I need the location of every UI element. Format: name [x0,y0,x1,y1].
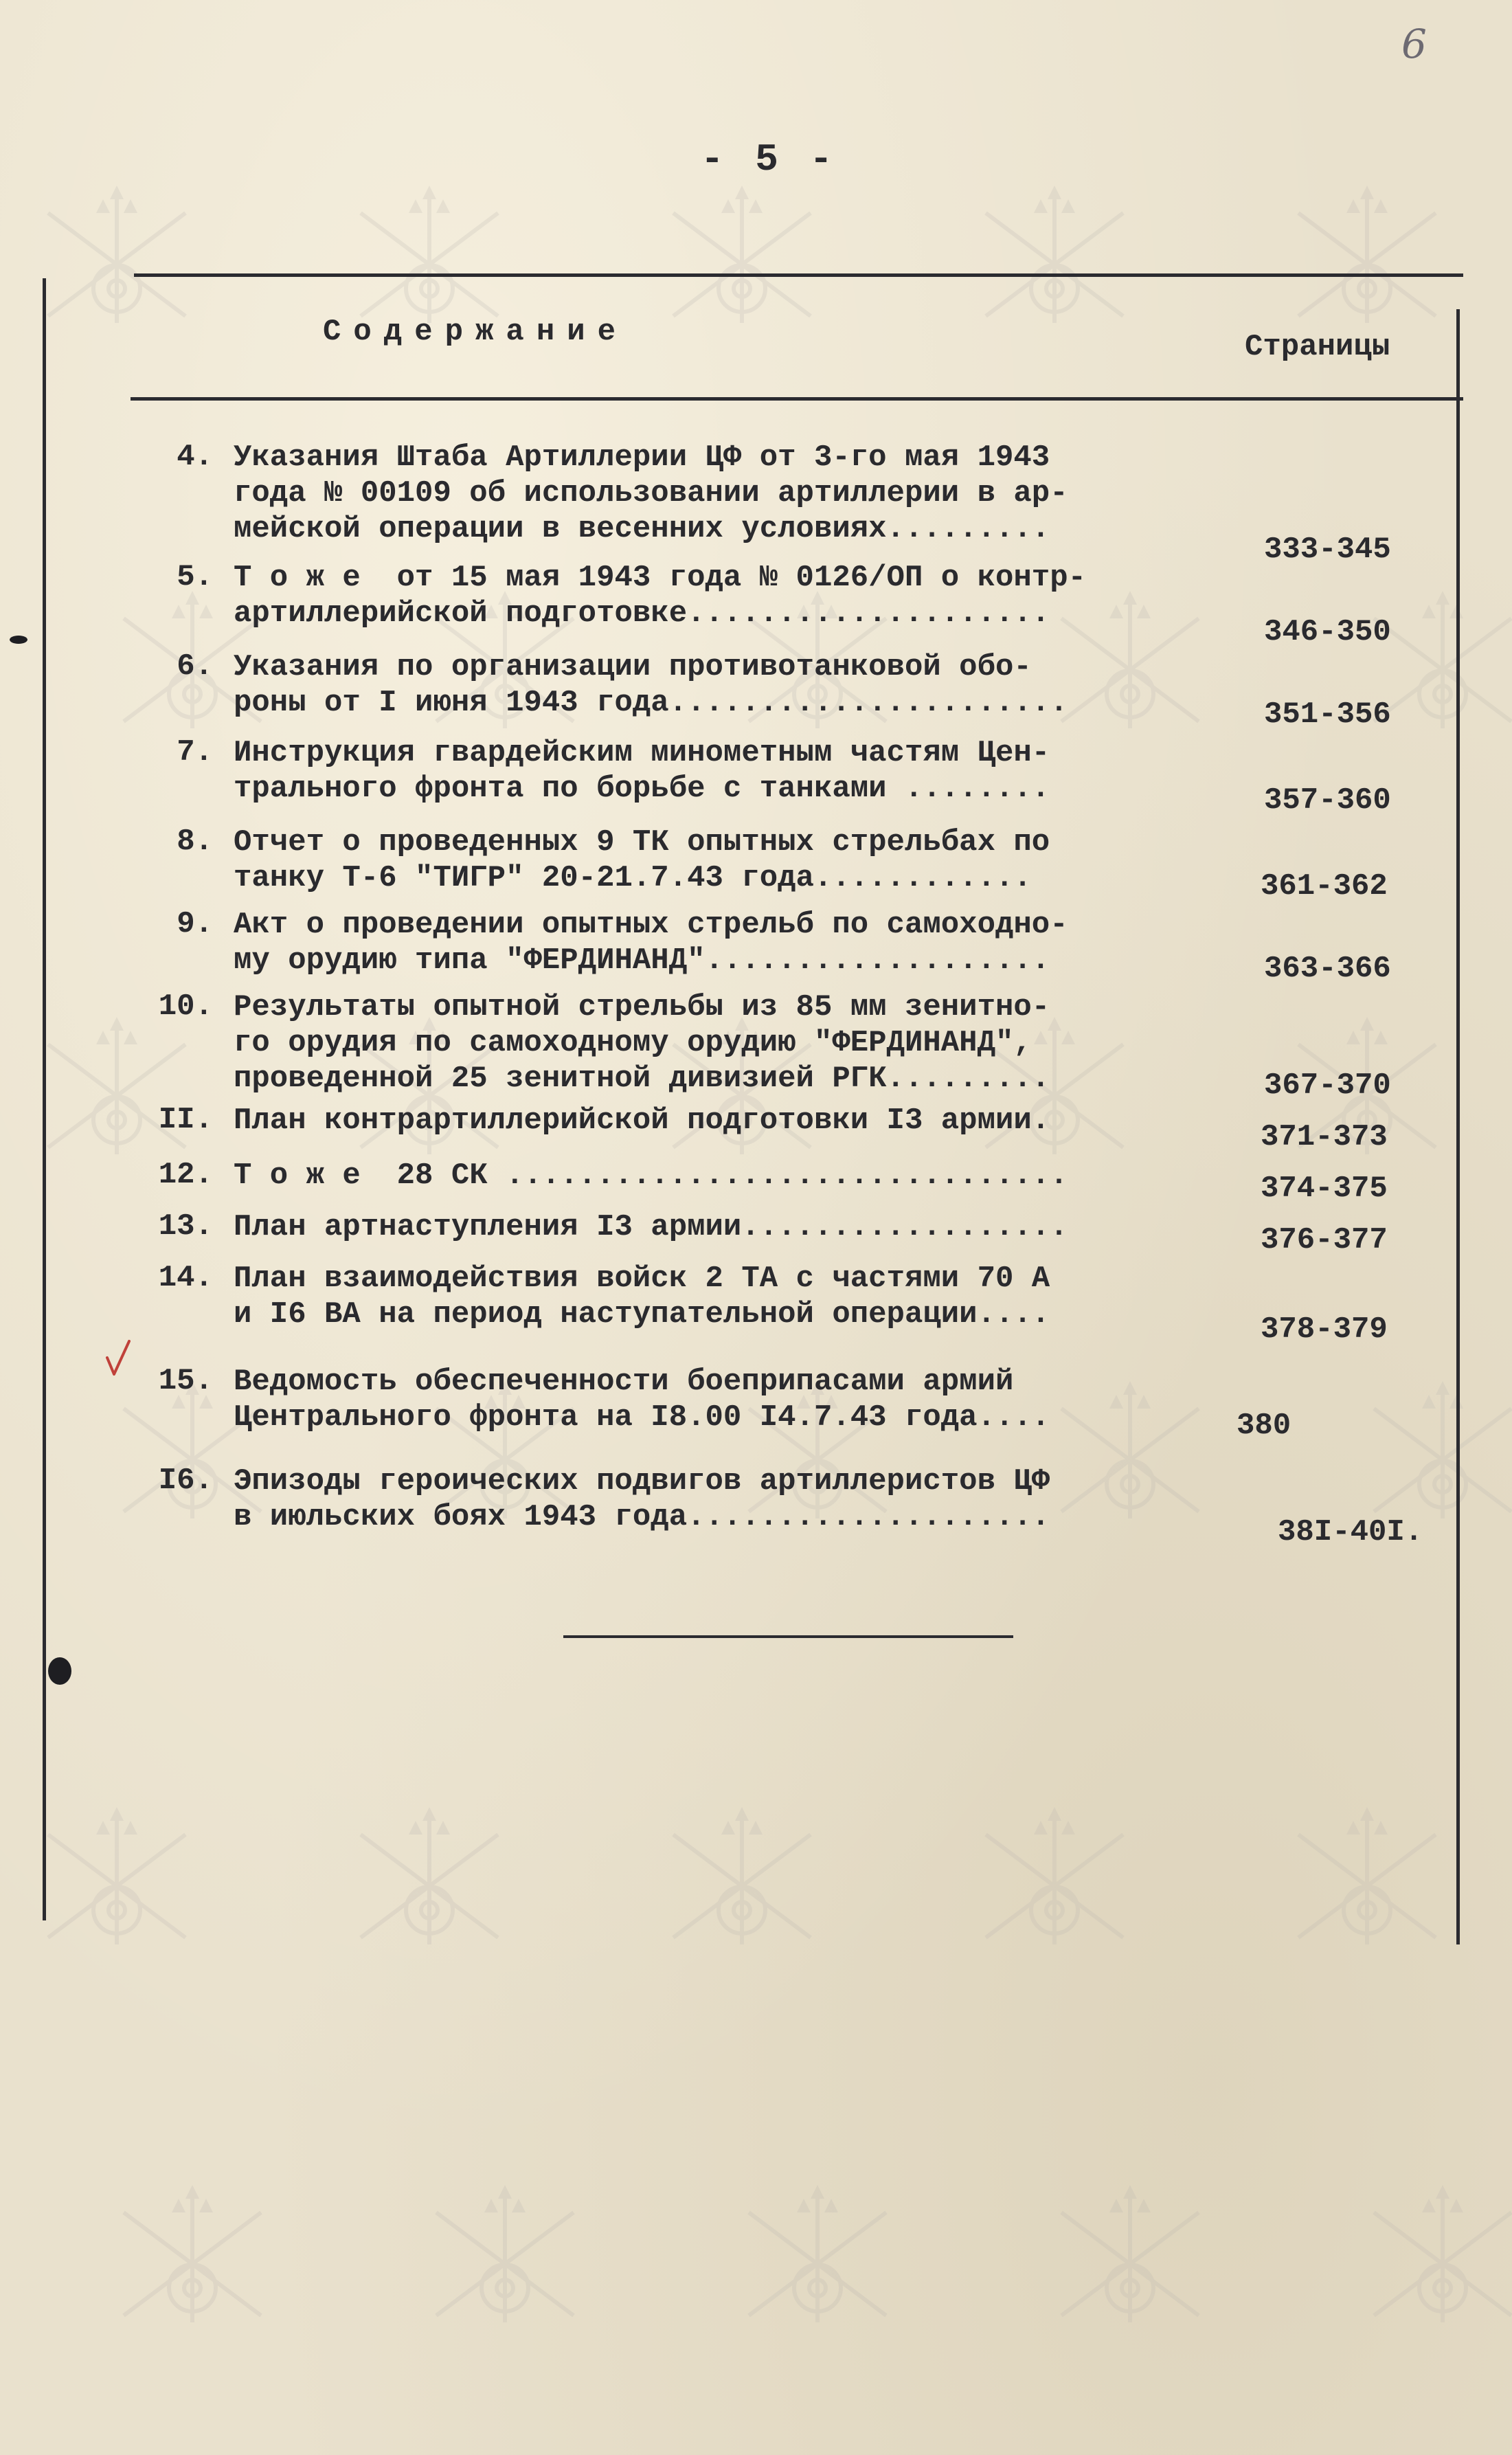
entry-text-line: Эпизоды героических подвигов артиллеристов ЦФ [234,1464,1050,1499]
watermark-emblem-icon [27,186,206,344]
entry-page-range: 333-345 [1264,533,1391,567]
table-header-rule [131,397,1463,401]
entry-text-line: Отчет о проведенных 9 ТК опытных стрельбах по [234,825,1050,860]
watermark-emblem-icon [653,186,831,344]
entry-number: 10. [158,989,213,1024]
entry-text-line: Результаты опытной стрельбы из 85 мм зенитно- [234,990,1050,1024]
table-top-rule [134,273,1463,277]
entry-text-line: Указания по организации противотанковой обо- [234,650,1032,684]
page-number: - 5 - [701,137,837,181]
watermark-emblem-icon [27,1807,206,1965]
entry-text-line: План взаимодействия войск 2 ТА с частями 70 А [234,1262,1050,1296]
entry-number: 5. [177,560,213,594]
watermark-emblem-icon [27,1017,206,1175]
entry-text-line: проведенной 25 зенитной дивизией РГК......... [234,1062,1050,1096]
watermark-emblem-icon [653,1807,831,1965]
entry-page-range: 346-350 [1264,615,1391,649]
entry-text-line: танку Т-6 "ТИГР" 20-21.7.43 года............ [234,861,1032,895]
end-of-contents-rule [563,1635,1013,1638]
entry-page-range: 371-373 [1261,1120,1388,1154]
entry-text-line: артиллерийской подготовке.................... [234,596,1050,631]
entry-text-line: и I6 ВА на период наступательной операции.... [234,1297,1050,1332]
entry-text-line: мейской операции в весенних условиях......... [234,512,1050,546]
entry-number: I6. [158,1464,213,1498]
watermark-emblem-icon [1353,2185,1512,2343]
entry-page-range: 363-366 [1264,952,1391,986]
entry-text-line: Акт о проведении опытных стрельб по самоходно- [234,908,1068,942]
entry-text-line: в июльских боях 1943 года.................... [234,1500,1050,1534]
entry-number: 8. [177,825,213,859]
entry-text-line: Т о ж е от 15 мая 1943 года № 0126/ОП о контр- [234,561,1087,595]
ink-blot [10,636,27,644]
contents-title: Содержание [323,315,629,349]
watermark-emblem-icon [728,2185,907,2343]
entry-text-line: Инструкция гвардейским минометным частям Цен- [234,736,1050,770]
entry-text-line: План контрартиллерийской подготовки I3 армии. [234,1103,1050,1138]
entry-page-range: 357-360 [1264,783,1391,818]
watermark-emblem-icon [1041,1381,1219,1539]
watermark-emblem-icon [416,2185,594,2343]
pages-column-header: Страницы [1245,330,1390,364]
watermark-emblem-icon [1278,186,1456,344]
watermark-emblem-icon [965,186,1144,344]
entry-number: 12. [158,1158,213,1192]
entry-number: 15. [158,1364,213,1398]
entry-number: 9. [177,907,213,941]
table-left-border [43,278,46,1920]
entry-number: 13. [158,1209,213,1244]
entry-text-line: Т о ж е 28 СК ............................... [234,1158,1068,1193]
watermark-emblem-icon [965,1807,1144,1965]
entry-page-range: 361-362 [1261,869,1388,904]
entry-number: 14. [158,1261,213,1295]
watermark-emblem-icon [1041,2185,1219,2343]
entry-text-line: года № 00109 об использовании артиллерии в ар- [234,476,1068,511]
entry-text-line: трального фронта по борьбе с танками ........ [234,772,1050,806]
entry-number: 4. [177,440,213,474]
watermark-emblem-icon [340,1807,519,1965]
watermark-emblem-icon [1278,1807,1456,1965]
entry-number: 6. [177,649,213,684]
entry-page-range: 380 [1237,1409,1291,1443]
watermark-emblem-icon [103,2185,282,2343]
red-check-mark [104,1338,132,1380]
entry-text-line: План артнаступления I3 армии.................. [234,1210,1068,1244]
entry-page-range: 376-377 [1261,1223,1388,1257]
entry-text-line: Указания Штаба Артиллерии ЦФ от 3-го мая 1943 [234,440,1050,475]
entry-text-line: го орудия по самоходному орудию "ФЕРДИНАНД", [234,1026,1032,1060]
entry-page-range: 351-356 [1264,697,1391,732]
entry-text-line: роны от I июня 1943 года...................... [234,686,1068,720]
ink-blot [48,1657,71,1685]
entry-text-line: му орудию типа "ФЕРДИНАНД"................... [234,943,1050,978]
table-right-border [1456,309,1460,1944]
entry-page-range: 367-370 [1264,1068,1391,1103]
entry-page-range: 38I-40I. [1278,1515,1423,1549]
entry-text-line: Центрального фронта на I8.00 I4.7.43 года.... [234,1400,1050,1435]
entry-number: II. [158,1103,213,1137]
entry-number: 7. [177,735,213,770]
entry-page-range: 374-375 [1261,1172,1388,1206]
watermark-emblem-icon [1041,591,1219,749]
entry-page-range: 378-379 [1261,1312,1388,1347]
handwritten-sheet-number: 6 [1401,21,1427,67]
entry-text-line: Ведомость обеспеченности боеприпасами армий [234,1365,1014,1399]
